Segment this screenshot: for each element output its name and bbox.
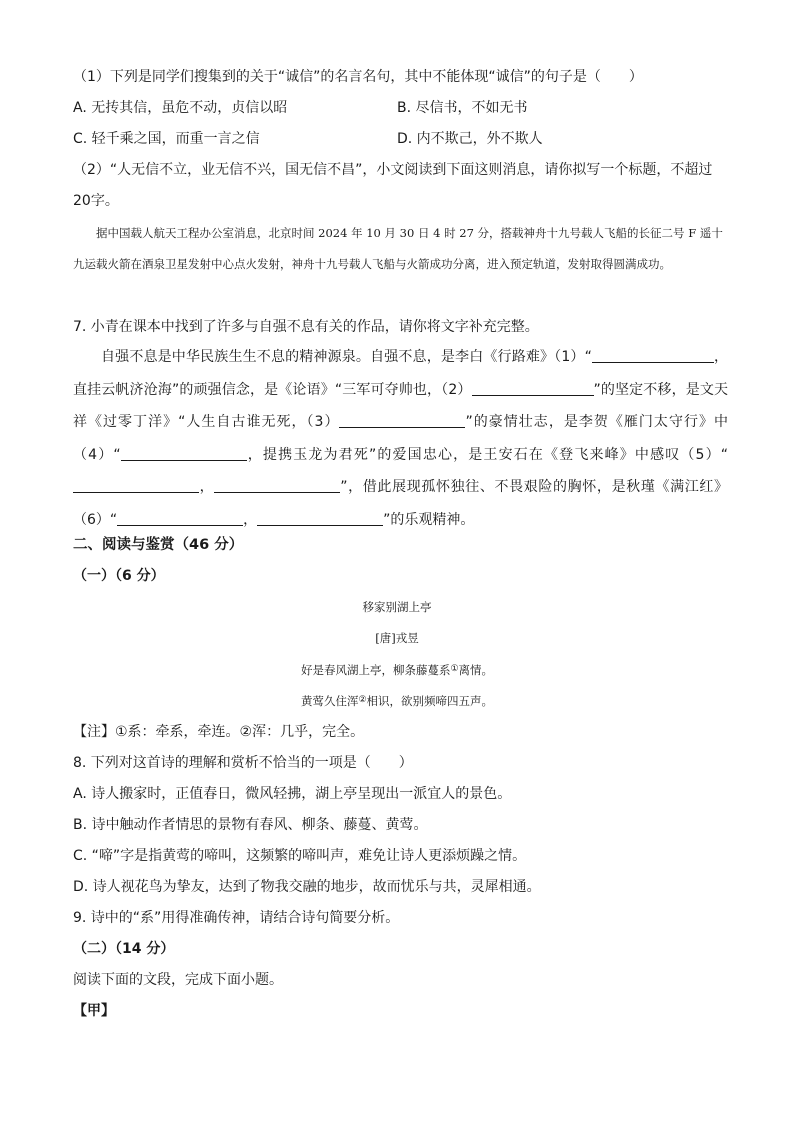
q7-text-4: ”的豪情壮志，是李贺《雁门太守行》中（4）“ bbox=[73, 414, 728, 463]
poem-line-1 bbox=[0, 661, 794, 678]
q8-option-c: C. “啼”字是指黄莺的啼叫，这频繁的啼叫声，难免让诗人更添烦躁之情。 bbox=[73, 848, 527, 864]
blank-2[interactable] bbox=[472, 380, 594, 396]
q8-option-d: D. 诗人视花鸟为挚友，达到了物我交融的地步，故而忧乐与共，灵犀相通。 bbox=[73, 879, 541, 895]
passage-jia-label: 【甲】 bbox=[73, 1003, 115, 1019]
q7-text-1: 自强不息是中华民族生生不息的精神源泉。自强不息，是李白《行路难》（1）“ bbox=[101, 349, 592, 365]
q7-text-6: ， bbox=[199, 479, 215, 496]
q6-1-option-b: B. 尽信书，不如无书 bbox=[397, 100, 528, 116]
q8-option-a: A. 诗人搬家时，正值春日，微风轻拂，湖上亭呈现出一派宜人的景色。 bbox=[73, 786, 512, 802]
q6-1-option-a: A. 无抟其信，虽危不动，贞信以昭 bbox=[73, 100, 288, 116]
blank-1[interactable] bbox=[592, 347, 714, 363]
q7-intro: 7. 小青在课本中找到了许多与自强不息有关的作品，请你将文字补充完整。 bbox=[73, 319, 539, 335]
q6-2-question-cont: 20字。 bbox=[73, 193, 119, 209]
blank-5b[interactable] bbox=[214, 477, 340, 493]
q7-text-7: ”，借此展现孤怀独往、不畏艰险的胸怀，是秋瑾《满江红》（6）“ bbox=[73, 479, 729, 528]
note-mark-1: ① bbox=[450, 664, 459, 674]
q7-text-9: ”的乐观精神。 bbox=[383, 511, 475, 528]
q7-text-8: ， bbox=[243, 511, 258, 528]
q8-option-b: B. 诗中触动作者情思的景物有春风、柳条、藤蔓、黄莺。 bbox=[73, 817, 428, 833]
poem-line-2-a: 黄莺久住浑 bbox=[300, 694, 359, 708]
poem-line-2-b: 相识，欲别频啼四五声。 bbox=[366, 694, 494, 708]
q9-question: 9. 诗中的“系”用得准确传神，请结合诗句简要分析。 bbox=[73, 910, 400, 926]
poem-line-1-b: 离情。 bbox=[458, 663, 494, 677]
blank-4[interactable] bbox=[121, 445, 247, 461]
reading-instruction: 阅读下面的文段，完成下面小题。 bbox=[73, 972, 283, 988]
blank-3[interactable] bbox=[339, 412, 465, 428]
section-heading: 二、阅读与鉴赏（46 分） bbox=[73, 537, 244, 553]
poem-title: 移家别湖上亭 bbox=[362, 600, 432, 614]
blank-6a[interactable] bbox=[117, 510, 243, 526]
q6-1-option-c: C. 轻千乘之国，而重一言之信 bbox=[73, 131, 260, 147]
q7-text-2: ，直挂云帆济沧海”的顽强信念，是《论语》“三军可夺帅也，（2） bbox=[73, 349, 728, 398]
q6-2-question: （2）“人无信不立，业无信不兴，国无信不昌”，小文阅读到下面这则消息，请你拟写一个标题，不超过 bbox=[73, 162, 713, 178]
q6-1-option-d: D. 内不欺己，外不欺人 bbox=[397, 131, 543, 147]
q7-text-3: ”的坚定不移，是文天祥《过零丁洋》“人生自古谁无死，（3） bbox=[73, 381, 728, 431]
poem-line-2 bbox=[0, 692, 794, 709]
poem-author: [唐]戎昱 bbox=[375, 631, 419, 645]
part-1-heading: （一）（6 分） bbox=[73, 568, 165, 584]
note-mark-2: ② bbox=[358, 695, 367, 705]
q6-1-question: （1）下列是同学们搜集到的关于“诚信”的名言名句，其中不能体现“诚信”的句子是（ ） bbox=[73, 69, 643, 85]
part-2-heading: （二）（14 分） bbox=[73, 941, 175, 957]
q7-fill-paragraph bbox=[73, 341, 728, 537]
poem-line-1-a: 好是春风湖上亭，柳条藤蔓系 bbox=[300, 663, 451, 677]
q8-question: 8. 下列对这首诗的理解和赏析不恰当的一项是（ ） bbox=[73, 755, 413, 771]
q7-text-5: ，提携玉龙为君死”的爱国忠心，是王安石在《登飞来峰》中感叹（5）“ bbox=[246, 446, 728, 463]
blank-6b[interactable] bbox=[257, 510, 383, 526]
blank-5a[interactable] bbox=[73, 477, 199, 493]
news-excerpt: 据中国载人航天工程办公室消息，北京时间 2024 年 10 月 30 日 4 时 27 分，搭载神舟十九号载人飞船的长征二号 F 遥十九运载火箭在酒泉卫星发射中心点火发射，神舟十九号载人飞船与火箭成功分离，进入预定轨道，发射取得圆满成功。 bbox=[73, 226, 723, 271]
poem-note: 【注】①系：牵系，牵连。②浑：几乎，完全。 bbox=[73, 724, 365, 740]
